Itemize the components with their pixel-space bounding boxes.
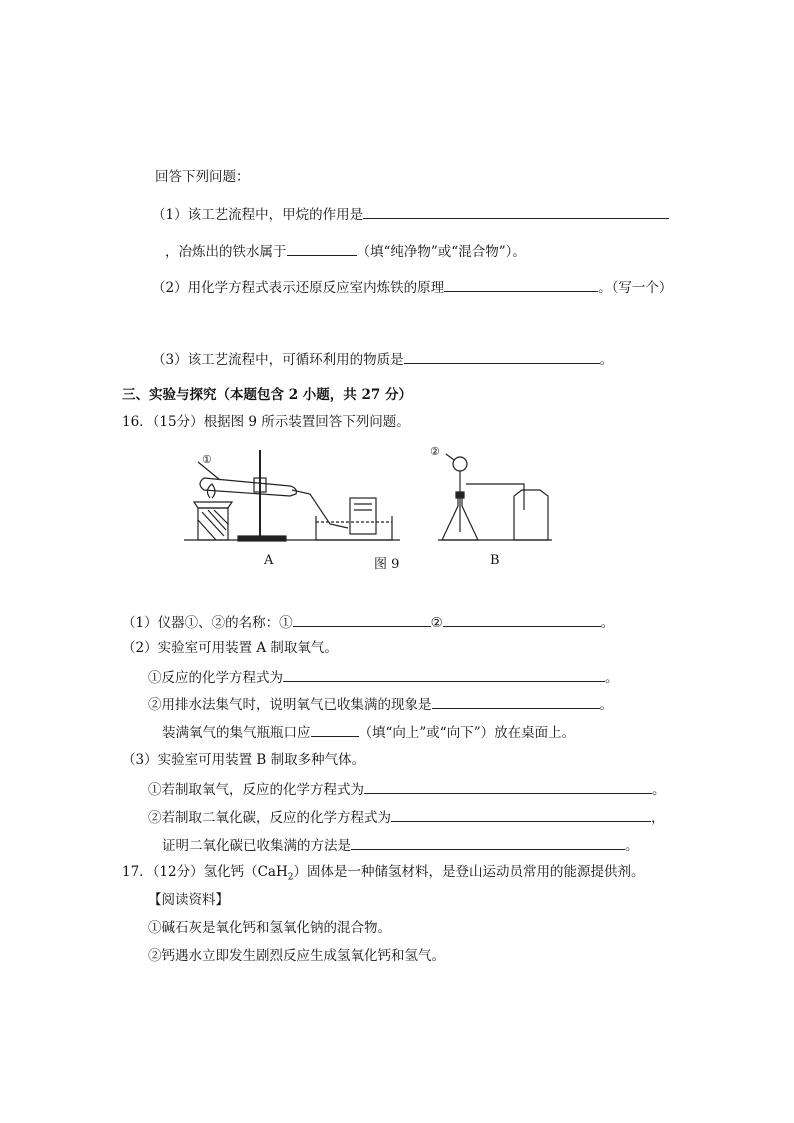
q15-part1-line2 bbox=[165, 241, 526, 261]
figure-9 bbox=[180, 440, 560, 570]
q15-part2-text: （2）用化学方程式表示还原反应室内炼铁的原理 bbox=[152, 280, 445, 296]
answer-blank[interactable] bbox=[351, 835, 625, 850]
q16-part3-3-line bbox=[162, 835, 639, 855]
q17-title-text: 17．（12分）氢化钙（CaH bbox=[122, 864, 288, 880]
section-heading: 三、实验与探究（本题包含 2 小题，共 27 分） bbox=[122, 387, 412, 403]
q16-part3-3-end: 。 bbox=[625, 838, 639, 854]
gas-collecting-bottle bbox=[350, 498, 376, 534]
answer-blank[interactable] bbox=[287, 241, 357, 256]
answer-blank[interactable] bbox=[432, 694, 600, 709]
q16-part2-3-text: 装满氧气的集气瓶瓶口应 bbox=[162, 725, 311, 741]
q16-part2-2-line bbox=[148, 694, 613, 714]
lamp-cap bbox=[194, 502, 232, 508]
q15-part2-line bbox=[152, 277, 672, 297]
q16-part3-2-end: ， bbox=[651, 810, 665, 826]
caption-figure: 图 9 bbox=[374, 557, 400, 572]
reading-heading: 【阅读资料】 bbox=[148, 892, 229, 908]
q15-part1-text: （1）该工艺流程中，甲烷的作用是 bbox=[152, 207, 364, 223]
reading-item-1: ①碱石灰是氧化钙和氢氧化钠的混合物。 bbox=[148, 920, 391, 936]
reading-item-2: ②钙遇水立即发生剧烈反应生成氢氧化钙和氢气。 bbox=[148, 948, 445, 964]
q15-part1-text2: ，冶炼出的铁水属于 bbox=[165, 244, 287, 260]
label-1: ① bbox=[202, 453, 212, 466]
answer-blank[interactable] bbox=[311, 722, 359, 737]
q15-part3-end: 。 bbox=[599, 352, 614, 368]
q16-part2-line: （2）实验室可用装置 A 制取氧气。 bbox=[122, 640, 338, 656]
q16-part1-line bbox=[122, 612, 614, 632]
q16-title: 16．（15分）根据图 9 所示装置回答下列问题。 bbox=[122, 414, 410, 430]
caption-b: B bbox=[490, 553, 500, 568]
answer-blank[interactable] bbox=[444, 277, 598, 292]
collecting-bottle-b bbox=[514, 490, 548, 540]
q16-part2-1-text: ①反应的化学方程式为 bbox=[148, 670, 283, 686]
q17-subscript: 2 bbox=[287, 872, 294, 883]
caption-a: A bbox=[264, 553, 274, 568]
answer-blank[interactable] bbox=[391, 807, 651, 822]
label-2: ② bbox=[430, 445, 440, 458]
q16-part2-3-line bbox=[162, 722, 575, 742]
stand-base bbox=[238, 536, 286, 541]
delivery-tube bbox=[292, 490, 348, 528]
apparatus-diagram bbox=[180, 440, 560, 550]
answer-blank[interactable] bbox=[364, 779, 652, 794]
q16-part3-2-line bbox=[148, 807, 665, 827]
leader-line-2 bbox=[446, 454, 454, 460]
q17-title bbox=[122, 863, 645, 887]
q16-part2-1-line bbox=[148, 667, 619, 687]
q16-part3-2-text: ②若制取二氧化碳，反应的化学方程式为 bbox=[148, 810, 391, 826]
q16-part1-text: （1）仪器①、②的名称：① bbox=[122, 615, 293, 631]
q15-part1-line1 bbox=[152, 204, 669, 224]
separatory-funnel bbox=[453, 457, 467, 471]
q15-part2-end: 。（写一个） bbox=[598, 280, 673, 296]
intro-line: 回答下列问题： bbox=[155, 169, 250, 185]
q16-part3-3-text: 证明二氧化碳已收集满的方法是 bbox=[162, 838, 351, 854]
q15-part3-line bbox=[152, 349, 613, 369]
q15-part3-text: （3）该工艺流程中，可循环利用的物质是 bbox=[152, 352, 404, 368]
answer-blank[interactable] bbox=[293, 612, 431, 627]
q16-part3-1-text: ①若制取氧气，反应的化学方程式为 bbox=[148, 782, 364, 798]
q16-part2-2-end: 。 bbox=[599, 697, 613, 713]
gas-tube-b bbox=[466, 484, 524, 510]
q16-part1-end: 。 bbox=[600, 615, 615, 631]
answer-blank[interactable] bbox=[283, 667, 605, 682]
answer-blank[interactable] bbox=[363, 204, 669, 219]
answer-blank[interactable] bbox=[404, 349, 600, 364]
q16-part1-mid: ② bbox=[430, 615, 443, 631]
answer-blank[interactable] bbox=[443, 612, 601, 627]
q16-part2-3-end: （填“向上”或“向下”）放在桌面上。 bbox=[358, 725, 576, 741]
q16-part2-2-text: ②用排水法集气时，说明氧气已收集满的现象是 bbox=[148, 697, 432, 713]
q16-part3-1-line bbox=[148, 779, 666, 799]
q17-title-rest: ）固体是一种储氢材料，是登山运动员常用的能源提供剂。 bbox=[293, 864, 645, 880]
q16-part2-1-end: 。 bbox=[605, 670, 619, 686]
q15-part1-text3: （填“纯净物”或“混合物”）。 bbox=[356, 244, 526, 260]
q16-part3-line: （3）实验室可用装置 B 制取多种气体。 bbox=[122, 752, 366, 768]
q16-part3-1-end: 。 bbox=[652, 782, 666, 798]
